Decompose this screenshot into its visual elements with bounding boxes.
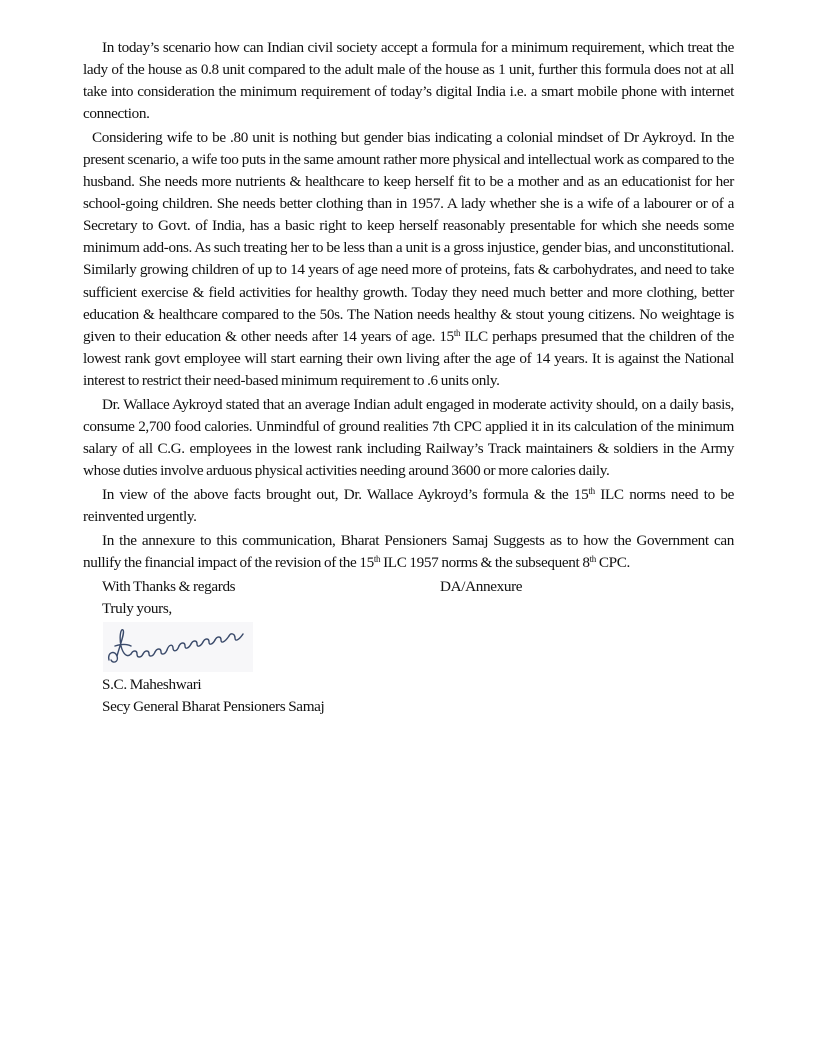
enclosure-text: DA/Annexure: [440, 578, 523, 596]
valediction: Truly yours,: [102, 600, 172, 618]
paragraph-text: Considering wife to be .80 unit is nothing but gender bias indicating a colonial mindset of Dr Aykroyd. In the present scenario, a wife too puts in the same amount rather more physical and intellectual work as compared to the husband. She needs more nutrients & healthcare to keep herself fit to be a mother and as an educationist for her school-going children. She needs better clothing than in 1957. A lady whether she is a wife of a labourer or of a Secretary to Govt. of India, has a basic right to keep herself reasonably presentable for which she needs some minimum add-ons. As such treating her to be less than a unit is a gross injustice, gender bias, and unconstitutional. Similarly growing children of up to 14 years of age need more of proteins, fats & carbohydrates, and need to take sufficient exercise & field activities for healthy growth. Today they need much better and more clothing, better education & healthcare compared to the 50s. The Nation needs healthy & stout young citizens. No weightage is given to their education & other needs after 14 years of age.: [83, 129, 734, 345]
regards-text: With Thanks & regards: [102, 578, 236, 596]
ordinal-superscript: th: [588, 485, 595, 496]
paragraph-gender-bias: [83, 127, 734, 392]
ordinal-superscript: th: [453, 327, 461, 338]
paragraph-text: In today’s scenario how can Indian civil society accept a formula for a minimum requirement, which treat the lady of the house as 0.8 unit compared to the adult male of the house as 1 unit, further this formula does not at all take into consideration the minimum requirement of today’s digital India i.e. a smart mobile phone with internet connection.: [83, 39, 734, 123]
letter-page: [83, 37, 734, 718]
signature-icon: [103, 622, 253, 672]
ordinal-superscript: th: [373, 554, 381, 565]
closing-line: [102, 576, 734, 598]
paragraph-reinvent: [83, 484, 734, 528]
paragraph-text: ILC norms need to be reinvented urgently.: [83, 485, 734, 525]
signer-title: Secy General Bharat Pensioners Samaj: [102, 698, 325, 716]
paragraph-text: In view of the above facts brought out, Dr. Wallace Aykroyd’s formula & the 15: [102, 485, 589, 503]
paragraph-text: In the annexure to this communication, Bharat Pensioners Samaj Suggests as to how the Government can nullify the financial impact of the revision of the 15: [83, 532, 734, 572]
paragraph-annexure: [83, 530, 734, 574]
signer-name: S.C. Maheshwari: [102, 676, 202, 694]
paragraph-formula-critique: [83, 37, 734, 125]
signature-image: [103, 622, 253, 674]
paragraph-text: ILC perhaps presumed that the children of the lowest rank govt employee will start earning their own living after the age of 14 years. It is against the National interest to restrict their need-based minimum requirement to .6 units only.: [83, 327, 734, 389]
paragraph-text: 15: [439, 327, 454, 345]
ordinal-superscript: th: [589, 554, 596, 565]
paragraph-calories: [83, 394, 734, 482]
paragraph-text: ILC 1957 norms & the subsequent 8: [380, 554, 590, 572]
paragraph-text: CPC.: [595, 554, 630, 572]
paragraph-text: Dr. Wallace Aykroyd stated that an average Indian adult engaged in moderate activity should, on a daily basis, consume 2,700 food calories. Unmindful of ground realities 7th CPC applied it in its calculation of the minimum salary of all C.G. employees in the lowest rank including Railway’s Track maintainers & soldiers in the Army whose duties involve arduous physical activities needing around 3600 or more calories daily.: [83, 395, 734, 479]
